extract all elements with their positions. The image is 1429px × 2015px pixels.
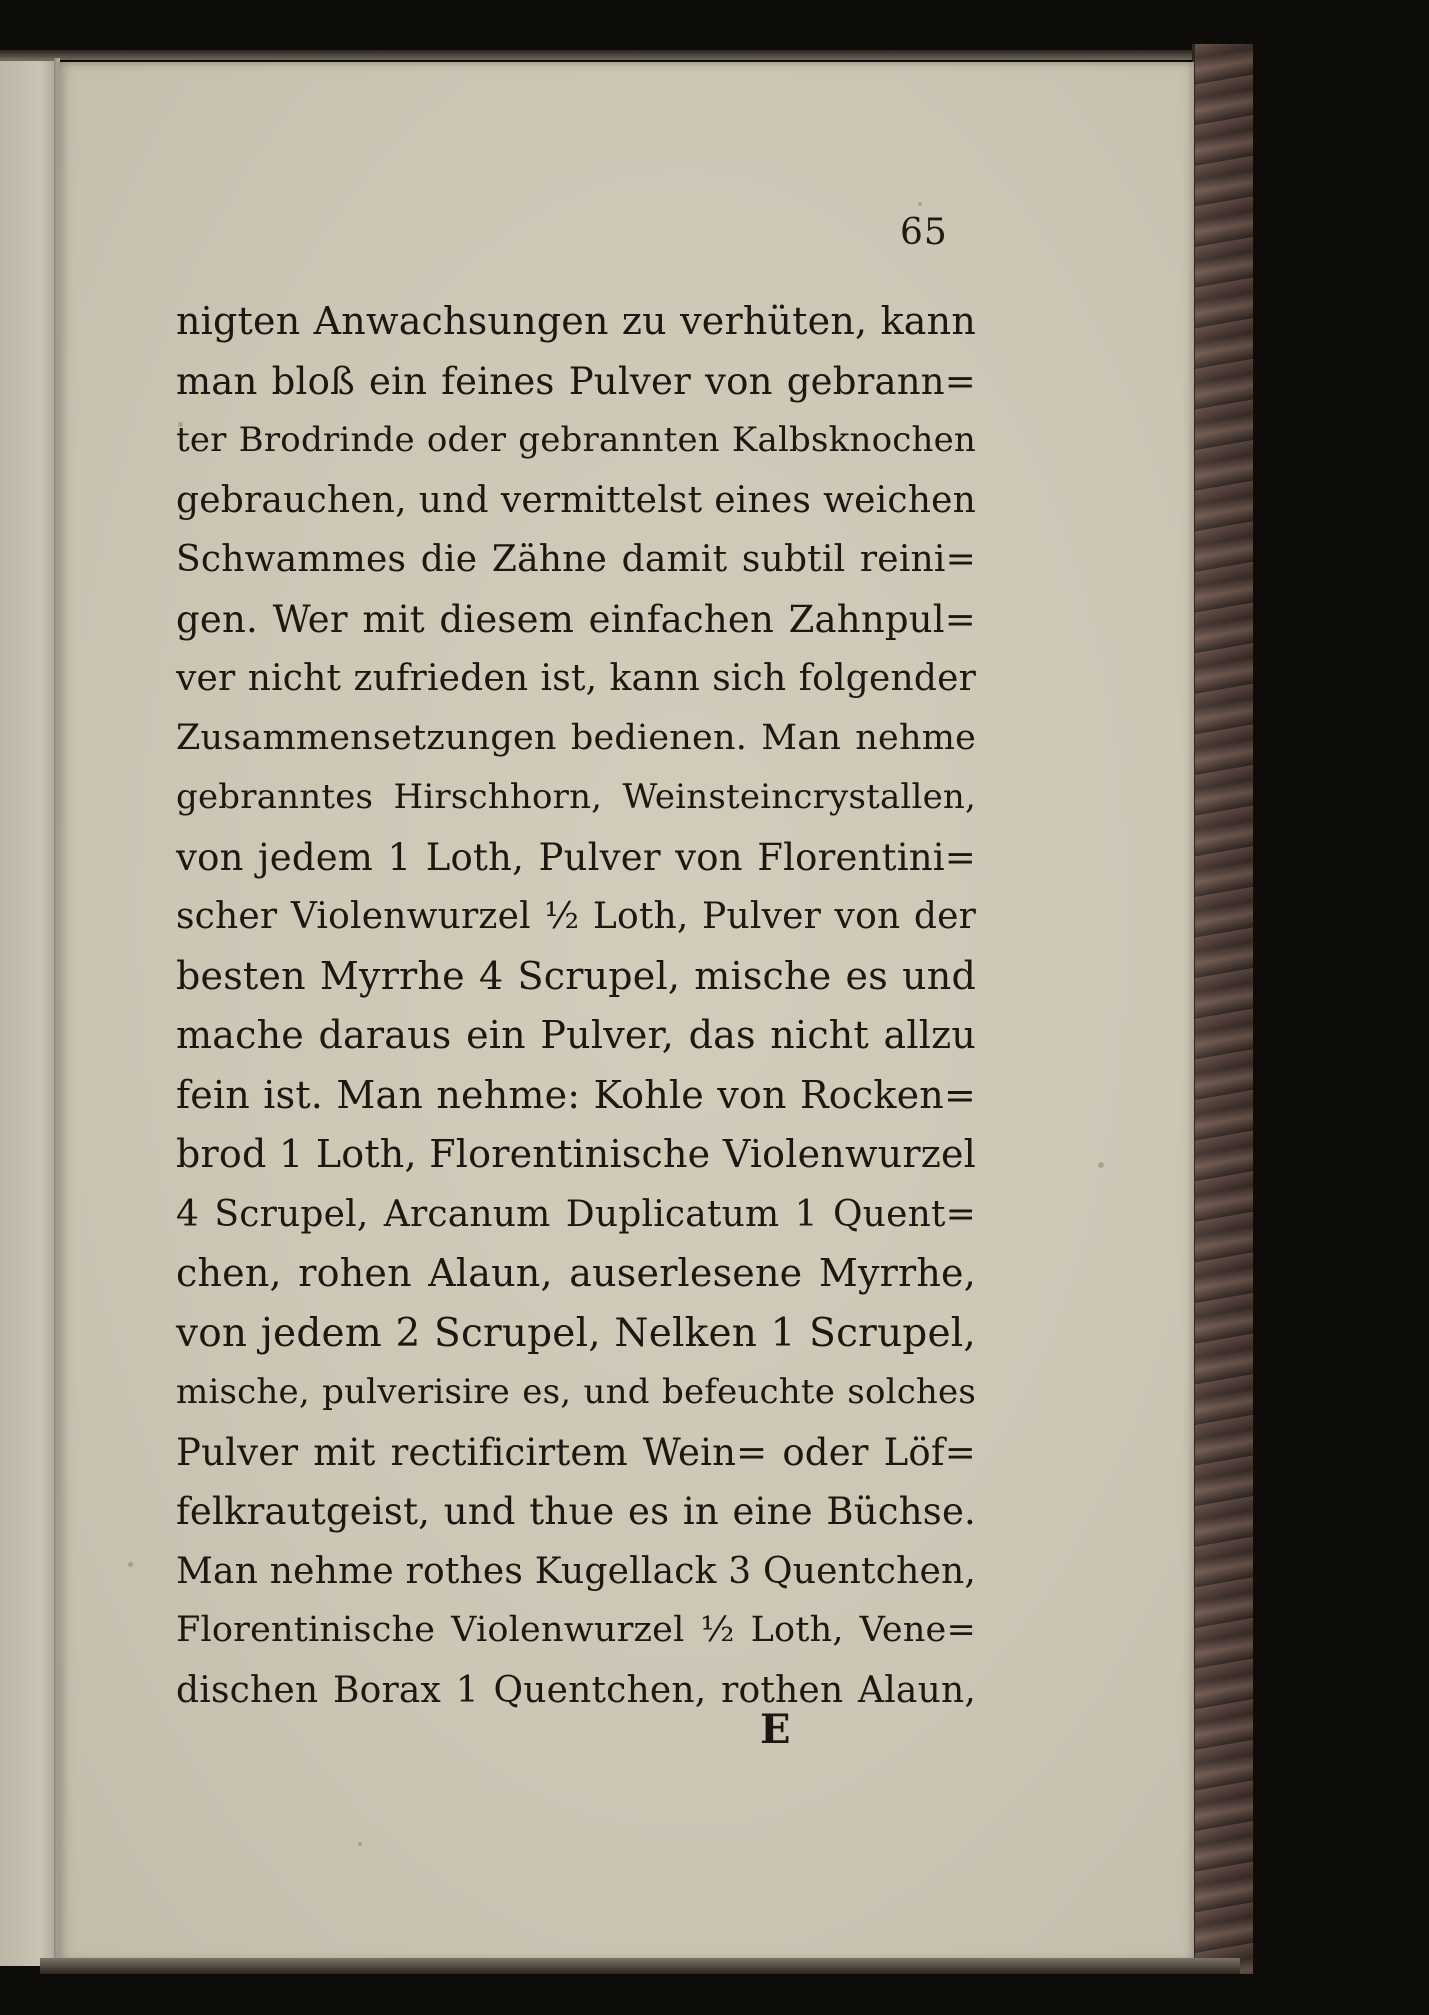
text-line: brod 1 Loth, Florentinische Violenwurzel [176,1132,976,1176]
text-line: von jedem 1 Loth, Pulver von Florentini= [176,835,976,879]
paper-speck [128,1562,133,1567]
text-line: 4 Scrupel, Arcanum Duplicatum 1 Quent= [176,1193,976,1235]
marbled-cover-edge [1192,44,1253,1974]
paper-speck [358,1842,362,1846]
text-line: man bloß ein feines Pulver von gebrann= [176,359,976,403]
previous-page-edge [0,58,58,1966]
text-line: Schwammes die Zähne damit subtil reini= [176,539,976,580]
signature-mark: E [760,1706,791,1753]
text-line: gebrauchen, und vermittelst eines weichen [176,479,976,521]
text-line: gebranntes Hirschhorn, Weinsteincrystallen, [176,777,976,817]
text-line: Zusammensetzungen bedienen. Man nehme [176,717,976,758]
text-line: felkrautgeist, und thue es in eine Büchse. [176,1490,976,1533]
text-line: ver nicht zufrieden ist, kann sich folgender [176,658,976,699]
paper-speck [1098,1162,1104,1168]
text-line: gen. Wer mit diesem einfachen Zahnpul= [176,597,976,641]
text-line: scher Violenwurzel ½ Loth, Pulver von der [176,896,976,937]
book-bottom-edge [40,1958,1240,1974]
text-line: Pulver mit rectificirtem Wein= oder Löf= [176,1430,976,1474]
text-line: fein ist. Man nehme: Kohle von Rocken= [176,1072,976,1117]
text-line: Florentinische Violenwurzel ½ Loth, Vene= [176,1610,976,1650]
text-line: mache daraus ein Pulver, das nicht allzu [176,1013,976,1057]
text-line: von jedem 2 Scrupel, Nelken 1 Scrupel, [176,1310,976,1356]
book-top-edge [0,50,1230,60]
text-line: Man nehme rothes Kugellack 3 Quentchen, [176,1550,976,1592]
text-line: dischen Borax 1 Quentchen, rothen Alaun, [176,1669,976,1711]
page-number: 65 [900,212,948,253]
text-line: mische, pulverisire es, und befeuchte solches [176,1372,976,1412]
text-line: chen, rohen Alaun, auserlesene Myrrhe, [176,1251,976,1295]
text-line: nigten Anwachsungen zu verhüten, kann [176,299,976,343]
text-line: ter Brodrinde oder gebrannten Kalbsknochen [176,420,976,460]
paper-speck [918,202,922,206]
body-text [176,292,976,1720]
text-line: besten Myrrhe 4 Scrupel, mische es und [176,953,976,998]
